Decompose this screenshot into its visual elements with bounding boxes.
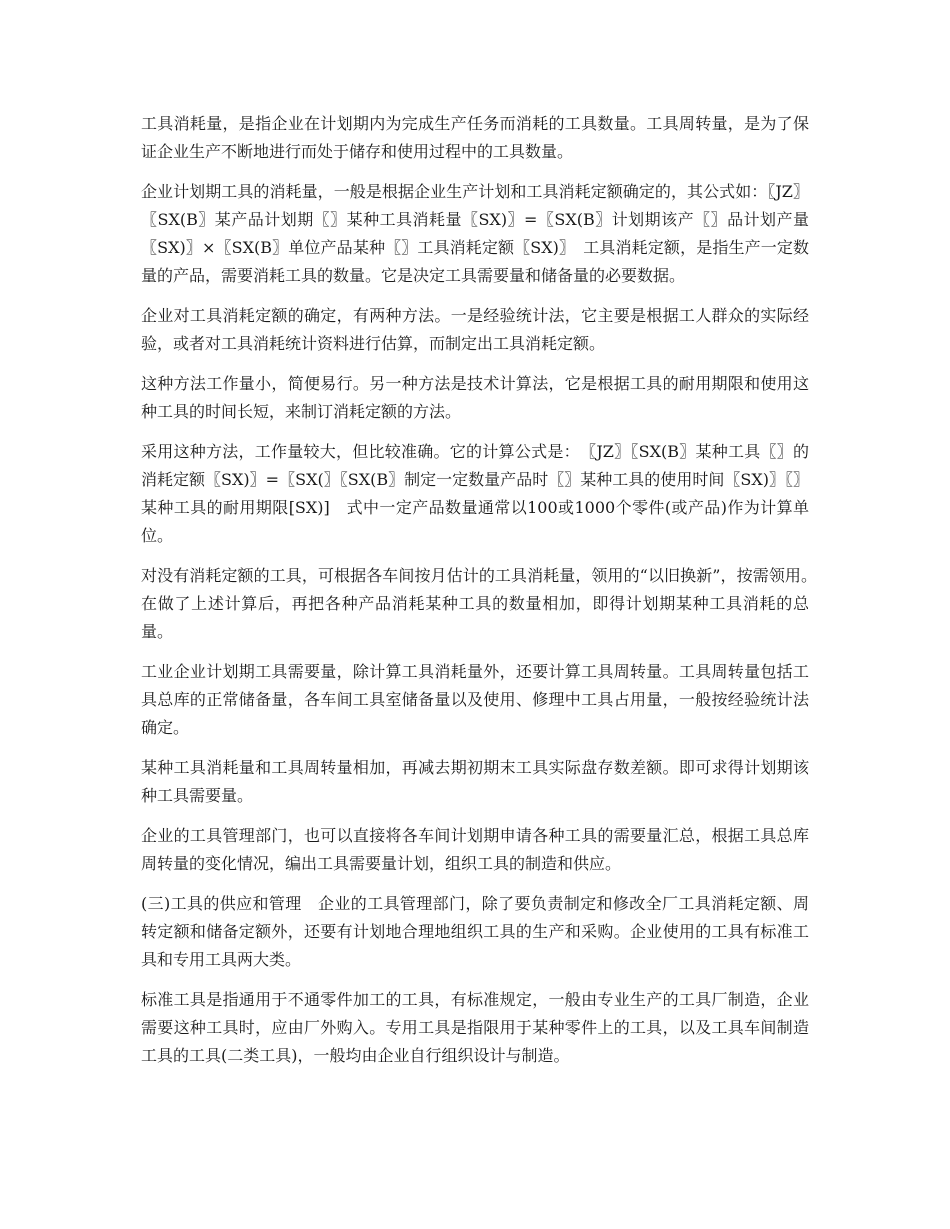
- document-body: [141, 110, 826, 1082]
- paragraph-1: 工具消耗量，是指企业在计划期内为完成生产任务而消耗的工具数量。工具周转量，是为了保证企业生产不断地进行而处于储存和使用过程中的工具数量。: [141, 114, 809, 161]
- paragraph-6: 对没有消耗定额的工具，可根据各车间按月估计的工具消耗量，领用的“以旧换新”，按需领用。 在做了上述计算后，再把各种产品消耗某种工具的数量相加，即得计划期某种工具消耗的总量。: [141, 566, 826, 641]
- paragraph-10: (三)工具的供应和管理 企业的工具管理部门，除了要负责制定和修改全厂工具消耗定额、周转定额和储备定额外，还要有计划地合理地组织工具的生产和采购。企业使用的工具有标准工具和专用工具两大类。: [141, 894, 809, 969]
- paragraph-2: 企业计划期工具的消耗量，一般是根据企业生产计划和工具消耗定额确定的，其公式如：〖JZ〗〖SX(B〗某产品计划期〖〗某种工具消耗量〖SX)〗=〖SX(B〗计划期该产〖〗品计划产量〖SX)〗×〖SX(B〗单位产品某种〖〗工具消耗定额〖SX)〗 工具消耗定额，是指生产一定数量的产品，需要消耗工具的数量。它是决定工具需要量和储备量的必要数据。: [141, 182, 809, 285]
- paragraph-3: 企业对工具消耗定额的确定，有两种方法。一是经验统计法，它主要是根据工人群众的实际经验，或者对工具消耗统计资料进行估算，而制定出工具消耗定额。: [141, 306, 809, 353]
- paragraph-11: 标准工具是指通用于不通零件加工的工具，有标准规定，一般由专业生产的工具厂制造，企业需要这种工具时，应由厂外购入。专用工具是指限用于某种零件上的工具，以及工具车间制造工具的工具(二类工具)，一般均由企业自行组织设计与制造。: [141, 990, 809, 1065]
- paragraph-8: 某种工具消耗量和工具周转量相加，再减去期初期末工具实际盘存数差额。即可求得计划期该种工具需要量。: [141, 758, 809, 805]
- paragraph-7: 工业企业计划期工具需要量，除计算工具消耗量外，还要计算工具周转量。工具周转量包括工具总库的正常储备量，各车间工具室储备量以及使用、修理中工具占用量，一般按经验统计法确定。: [141, 662, 809, 737]
- paragraph-9: 企业的工具管理部门，也可以直接将各车间计划期申请各种工具的需要量汇总，根据工具总库周转量的变化情况，编出工具需要量计划，组织工具的制造和供应。: [141, 826, 809, 873]
- paragraph-4: 这种方法工作量小，简便易行。另一种方法是技术计算法，它是根据工具的耐用期限和使用这种工具的时间长短，来制订消耗定额的方法。: [141, 374, 809, 421]
- paragraph-5: 采用这种方法，工作量较大，但比较准确。它的计算公式是： 〖JZ〗〖SX(B〗某种工具〖〗的消耗定额〖SX)〗=〖SX(〗〖SX(B〗制定一定数量产品时〖〗某种工具的使用时间〖SX)〗〖〗某种工具的耐用期限[SX)] 式中一定产品数量通常以100或1000个零件(或产品)作为计算单位。: [141, 442, 809, 545]
